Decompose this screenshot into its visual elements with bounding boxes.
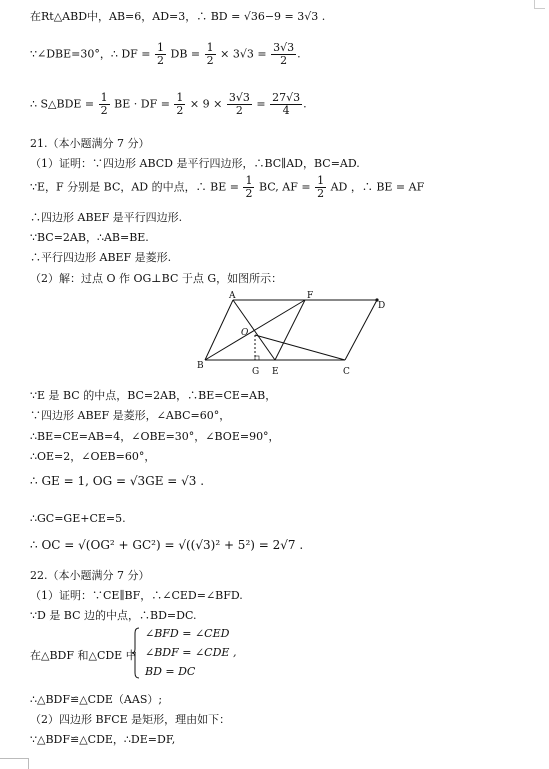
system-line-2: ∠BDF = ∠CDE , (145, 646, 237, 659)
q21-line-11: ∴ GE = 1, OG = √3GE = √3 . (30, 474, 205, 488)
page-edge-mark (534, 0, 545, 9)
line-2-times: × 3√3 = (220, 47, 267, 61)
fraction-half: $\frac{1}{2}$ (206, 41, 214, 67)
line-3-pre: ∴ S△BDE = (30, 97, 95, 111)
label-E: E (272, 367, 279, 377)
line-1: 在Rt△ABD中，AB=6，AD=3，∴ BD = √36−9 = 3√3 . (30, 10, 326, 23)
fraction-half: $\frac{1}{2}$ (157, 41, 165, 67)
q22-line-6: ∵△BDF≌△CDE，∴DE=DF, (30, 733, 176, 746)
q21-line-3: ∴四边形 ABEF 是平行四边形. (30, 211, 183, 224)
q21-line-2-end: AD ，∴ BE = AF (330, 180, 425, 194)
label-D: D (378, 301, 386, 311)
q22-line-5: （2）四边形 BFCE 是矩形，理由如下： (30, 713, 231, 726)
q22-line-4: ∴△BDF≌△CDE（AAS）; (30, 693, 163, 706)
label-C: C (343, 367, 350, 377)
q21-line-2-pre: ∵E，F 分别是 BC，AD 的中点，∴ BE = (30, 180, 239, 194)
line-2-mid: DB = (170, 47, 201, 61)
system-line-3: BD = DC (145, 665, 196, 678)
line-2: ∵∠DBE=30°，∴ DF = $\frac{1}{2}$ DB = $\frac{1}{2}$ × 3√3 = $\frac{3√3}{2}$ . (30, 41, 301, 67)
geometry-figure (195, 288, 395, 380)
q21-line-12: ∴GC=GE+CE=5. (30, 512, 126, 525)
fraction-half: $\frac{1}{2}$ (317, 174, 325, 200)
page-corner-mark (0, 758, 29, 769)
fraction-half: $\frac{1}{2}$ (100, 91, 108, 117)
fraction-half: $\frac{1}{2}$ (245, 174, 253, 200)
label-B: B (197, 361, 204, 371)
line-2-pre: ∵∠DBE=30°，∴ DF = (30, 47, 151, 61)
label-O: O (241, 328, 249, 338)
q22-line-3: 在△BDF 和△CDE 中 (30, 649, 137, 662)
q21-line-10: ∴OE=2，∠OEB=60°， (30, 450, 156, 463)
fraction-b: $\frac{27√3}{4}$ (272, 91, 301, 117)
q21-line-4: ∵BC=2AB，∴AB=BE. (30, 231, 149, 244)
q21-line-6: （2）解：过点 O 作 OG⊥BC 于点 G，如图所示： (30, 272, 283, 285)
label-F: F (307, 291, 314, 301)
q21-line-9: ∴BE=CE=AB=4，∠OBE=30°，∠BOE=90°， (30, 430, 280, 443)
q21-header: 21.（本小题满分 7 分） (30, 137, 150, 150)
left-brace (132, 627, 140, 679)
fraction-a: $\frac{3√3}{2}$ (228, 91, 250, 117)
q21-line-8: ∵四边形 ABEF 是菱形，∠ABC=60°， (30, 409, 231, 422)
fraction-result: $\frac{3√3}{2}$ (273, 41, 295, 67)
label-G: G (252, 367, 260, 377)
q22-line-1: （1）证明：∵CE∥BF，∴∠CED=∠BFD. (30, 589, 243, 602)
q21-line-2 (30, 175, 424, 200)
q21-line-2-mid: BC, AF = (258, 180, 311, 194)
q22-header: 22.（本小题满分 7 分） (30, 569, 150, 582)
line-3-times: × 9 × (189, 97, 223, 111)
fraction-half: $\frac{1}{2}$ (176, 91, 184, 117)
line-3-mid: BE · DF = (114, 97, 170, 111)
system-line-1: ∠BFD = ∠CED (145, 627, 230, 640)
line-3: ∴ S△BDE = $\frac{1}{2}$ BE · DF = $\frac{1}{2}$ × 9 × $\frac{3√3}{2}$ = $\frac{27√3}{4}$ . (30, 91, 307, 117)
q21-line-13: ∴ OC = √(OG² + GC²) = √((√3)² + 5²) = 2√7 . (30, 538, 304, 552)
q22-line-2: ∵D 是 BC 边的中点，∴BD=DC. (30, 609, 197, 622)
q21-line-7: ∵E 是 BC 的中点，BC=2AB，∴BE=CE=AB， (30, 389, 277, 402)
q21-line-1: （1）证明：∵四边形 ABCD 是平行四边形，∴BC∥AD，BC=AD. (30, 157, 360, 170)
q21-line-5: ∴平行四边形 ABEF 是菱形. (30, 251, 172, 264)
label-A: A (229, 291, 236, 301)
